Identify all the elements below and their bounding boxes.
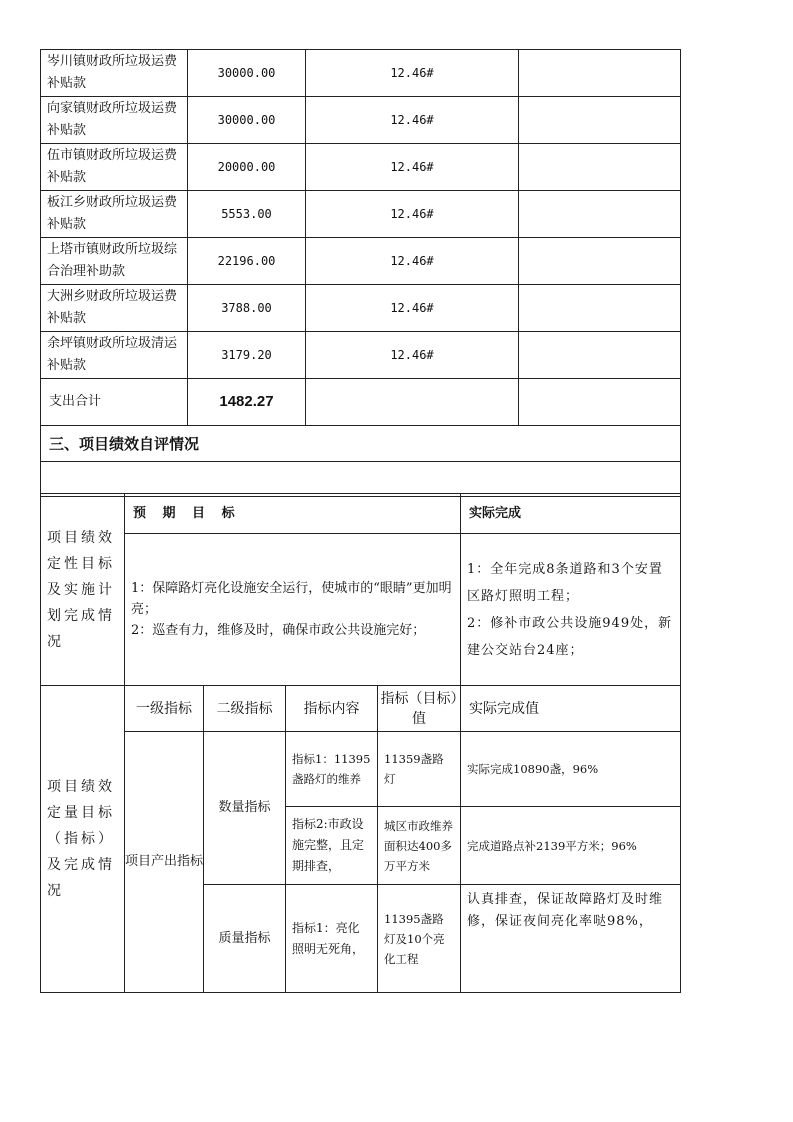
indicator-value: 11395盏路灯及10个亮化工程 [378, 885, 461, 993]
subsidy-note [519, 285, 681, 332]
table-row [41, 732, 681, 807]
empty-cell [519, 379, 681, 426]
subsidy-name: 伍市镇财政所垃圾运费补贴款 [41, 144, 188, 191]
performance-table [40, 493, 681, 993]
subsidy-note [519, 191, 681, 238]
table-row [41, 144, 681, 191]
actual-result-2: 2：修补市政公共设施949处，新建公交站台24座； [467, 615, 673, 658]
subsidy-code: 12.46# [306, 191, 519, 238]
subsidy-code: 12.46# [306, 50, 519, 97]
expected-goal-2: 2：巡查有力，维修及时，确保市政公共设施完好； [131, 623, 426, 638]
level2-header: 二级指标 [204, 686, 286, 732]
indicator-content: 指标1：11395盏路灯的维养 [286, 732, 378, 807]
subsidy-name: 大洲乡财政所垃圾运费补贴款 [41, 285, 188, 332]
expected-goal-1: 1：保障路灯亮化设施安全运行，使城市的“眼睛”更加明亮； [131, 581, 452, 617]
level1-label: 项目产出指标 [125, 732, 204, 993]
subsidy-code: 12.46# [306, 97, 519, 144]
subsidy-table [40, 49, 681, 497]
expected-header: 预 期 目 标 [133, 505, 241, 521]
section-row [41, 426, 681, 462]
expected-goals [125, 534, 461, 686]
indicator-content: 指标1：亮化照明无死角， [286, 885, 378, 993]
content-header: 指标内容 [286, 686, 378, 732]
actual-results [461, 534, 681, 686]
subsidy-note [519, 238, 681, 285]
quality-label: 质量指标 [204, 885, 286, 993]
empty-cell [306, 379, 519, 426]
subsidy-amount: 20000.00 [188, 144, 306, 191]
quantitative-header-row [41, 686, 681, 732]
total-row [41, 379, 681, 426]
subsidy-name: 上塔市镇财政所垃圾综合治理补助款 [41, 238, 188, 285]
subsidy-name: 板江乡财政所垃圾运费补贴款 [41, 191, 188, 238]
subsidy-code: 12.46# [306, 332, 519, 379]
subsidy-name: 余坪镇财政所垃圾清运补贴款 [41, 332, 188, 379]
indicator-actual: 认真排查，保证故障路灯及时维修，保证夜间亮化率哒98%， [461, 885, 681, 993]
indicator-value: 城区市政维养面积达400多万平方米 [378, 807, 461, 885]
subsidy-note [519, 144, 681, 191]
subsidy-amount: 5553.00 [188, 191, 306, 238]
subsidy-amount: 3788.00 [188, 285, 306, 332]
subsidy-amount: 30000.00 [188, 97, 306, 144]
table-row [41, 50, 681, 97]
table-row [41, 238, 681, 285]
subsidy-code: 12.46# [306, 144, 519, 191]
actual-header: 实际完成 [461, 494, 681, 534]
qualitative-row-label: 项目绩效定性目标及实施计划完成情况 [41, 494, 125, 686]
table-row [41, 97, 681, 144]
subsidy-amount: 30000.00 [188, 50, 306, 97]
table-row [41, 191, 681, 238]
subsidy-note [519, 97, 681, 144]
quantitative-row-label: 项目绩效定量目标（指标）及完成情况 [41, 686, 125, 993]
subsidy-note [519, 50, 681, 97]
indicator-value: 11359盏路灯 [378, 732, 461, 807]
blank-cell [41, 462, 681, 497]
level1-header: 一级指标 [125, 686, 204, 732]
subsidy-amount: 22196.00 [188, 238, 306, 285]
subsidy-code: 12.46# [306, 238, 519, 285]
blank-row [41, 462, 681, 497]
subsidy-note [519, 332, 681, 379]
section-title: 三、项目绩效自评情况 [41, 426, 681, 462]
quantity-label: 数量指标 [204, 732, 286, 885]
subsidy-amount: 3179.20 [188, 332, 306, 379]
table-row [41, 285, 681, 332]
value-header: 指标（目标）值 [378, 686, 461, 732]
subsidy-code: 12.46# [306, 285, 519, 332]
actual-header-col: 实际完成值 [461, 686, 681, 732]
subsidy-name: 岑川镇财政所垃圾运费补贴款 [41, 50, 188, 97]
actual-result-1: 1：全年完成8条道路和3个安置区路灯照明工程； [467, 561, 663, 604]
expected-header-cell [125, 494, 461, 534]
table-row [41, 332, 681, 379]
indicator-actual: 完成道路点补2139平方米；96% [461, 807, 681, 885]
qualitative-header-row [41, 494, 681, 534]
subsidy-name: 向家镇财政所垃圾运费补贴款 [41, 97, 188, 144]
indicator-actual: 实际完成10890盏，96% [461, 732, 681, 807]
total-label: 支出合计 [41, 379, 188, 426]
total-value: 1482.27 [188, 379, 306, 426]
qualitative-content-row [41, 534, 681, 686]
indicator-content: 指标2:市政设施完整，且定期排查， [286, 807, 378, 885]
